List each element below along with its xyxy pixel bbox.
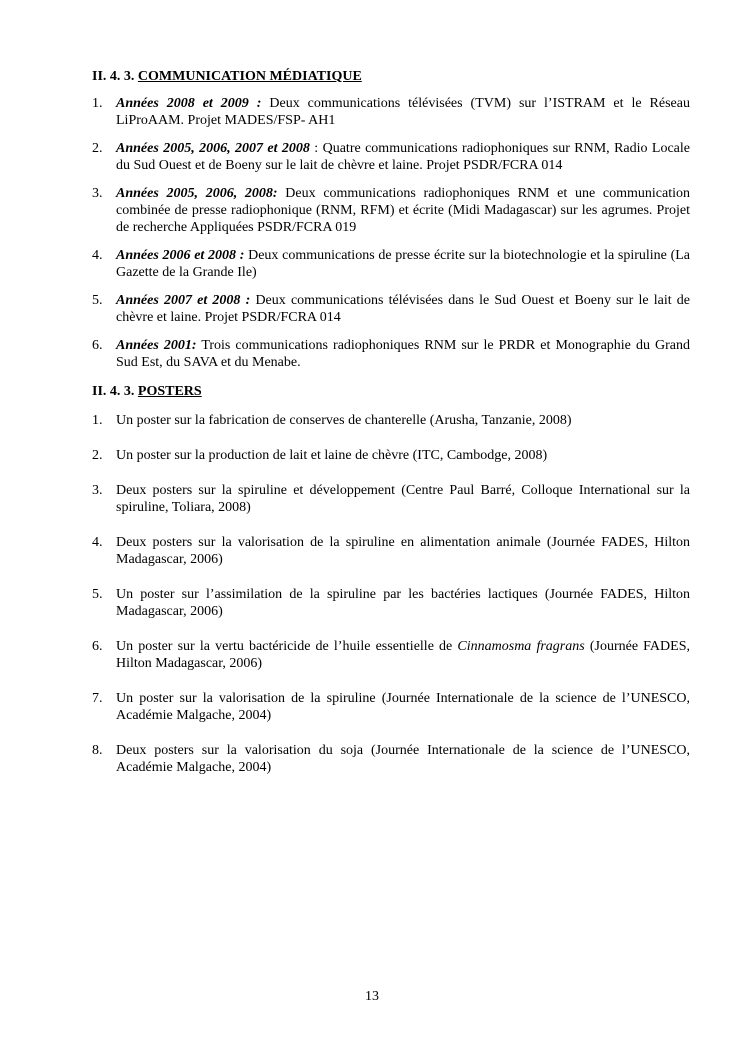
list-item [92, 742, 690, 776]
item-number: 2. [92, 141, 103, 156]
communication-list [92, 95, 690, 371]
list-item [92, 482, 690, 516]
section-title-text: COMMUNICATION MÉDIATIQUE [137, 69, 362, 84]
item-lead: Années 2007 et 2008 : [116, 293, 251, 308]
item-number: 7. [92, 691, 103, 706]
list-item [92, 337, 690, 371]
item-number: 5. [92, 293, 103, 308]
item-text: Deux communications radiophoniques RNM et une communication combinée de presse radiophonique (RNM, RFM) et écrite (Midi Madagascar) sur les agrumes. Projet de recherche Appliquées PSDR/FCRA 019 [116, 186, 691, 235]
section-heading-communication [92, 68, 690, 86]
species-name: Cinnamosma fragrans [457, 639, 585, 654]
list-item [92, 586, 690, 620]
list-item [92, 690, 690, 724]
item-text: Deux posters sur la valorisation de la spiruline en alimentation animale (Journée FADES, Hilton Madagascar, 2006) [116, 535, 690, 567]
item-text: Deux communications télévisées dans le Sud Ouest et Boeny sur le lait de chèvre et laine. Projet PSDR/FCRA 014 [116, 293, 690, 325]
page-number: 13 [365, 989, 379, 1004]
item-number: 4. [92, 248, 103, 263]
item-number: 8. [92, 743, 103, 758]
item-lead: Années 2001: [116, 338, 197, 353]
item-text-tail: (Journée FADES, Hilton Madagascar, 2006) [116, 639, 690, 671]
item-text: Un poster sur la fabrication de conserves de chanterelle (Arusha, Tanzanie, 2008) [116, 413, 572, 428]
item-text: : Quatre communications radiophoniques sur RNM, Radio Locale du Sud Ouest et de Boeny sur le lait de chèvre et laine. Projet PSDR/FCRA 014 [116, 141, 690, 173]
item-text: Un poster sur la vertu bactéricide de l’huile essentielle de [116, 639, 458, 654]
item-text: Un poster sur la valorisation de la spiruline (Journée Internationale de la science de l’UNESCO, Académie Malgache, 2004) [116, 691, 690, 723]
list-item [92, 95, 690, 129]
posters-list [92, 412, 690, 776]
item-text: Un poster sur l’assimilation de la spiruline par les bactéries lactiques (Journée FADES, Hilton Madagascar, 2006) [116, 587, 690, 619]
item-number: 6. [92, 338, 103, 353]
list-item [92, 185, 690, 236]
list-item [92, 412, 690, 429]
list-item [92, 534, 690, 568]
item-number: 4. [92, 535, 103, 550]
item-number: 1. [92, 413, 103, 428]
item-text: Trois communications radiophoniques RNM sur le PRDR et Monographie du Grand Sud Est, du SAVA et du Menabe. [116, 338, 690, 370]
item-lead: Années 2005, 2006, 2008: [116, 186, 278, 201]
item-lead: Années 2005, 2006, 2007 et 2008 [116, 141, 310, 156]
list-item [92, 292, 690, 326]
item-number: 6. [92, 639, 103, 654]
list-item [92, 140, 690, 174]
list-item [92, 638, 690, 672]
section-number: II. 4. 3. [92, 69, 135, 84]
section-number: II. 4. 3. [92, 384, 135, 399]
item-text: Deux posters sur la spiruline et développement (Centre Paul Barré, Colloque International sur la spiruline, Toliara, 2008) [116, 483, 690, 515]
item-number: 2. [92, 448, 103, 463]
list-item [92, 247, 690, 281]
item-lead: Années 2008 et 2009 : [116, 96, 262, 111]
item-text: Un poster sur la production de lait et laine de chèvre (ITC, Cambodge, 2008) [116, 448, 548, 463]
item-number: 3. [92, 483, 103, 498]
item-text: Deux communications de presse écrite sur la biotechnologie et la spiruline (La Gazette de la Grande Ile) [116, 248, 690, 280]
section-title-text: POSTERS [137, 384, 202, 399]
list-item [92, 447, 690, 464]
item-number: 1. [92, 96, 103, 111]
item-text: Deux communications télévisées (TVM) sur l’ISTRAM et le Réseau LiProAAM. Projet MADES/FSP- AH1 [116, 96, 690, 128]
item-number: 5. [92, 587, 103, 602]
item-lead: Années 2006 et 2008 : [116, 248, 245, 263]
item-text: Deux posters sur la valorisation du soja (Journée Internationale de la science de l’UNESCO, Académie Malgache, 2004) [116, 743, 690, 775]
document-page [92, 68, 690, 794]
section-heading-posters [92, 383, 690, 401]
item-number: 3. [92, 186, 103, 201]
